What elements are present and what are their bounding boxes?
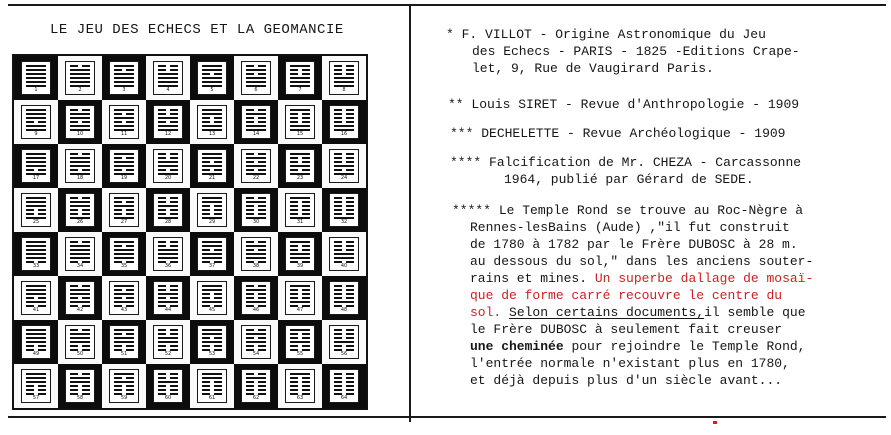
board-square	[14, 276, 58, 320]
board-square	[146, 232, 190, 276]
hexagram-icon	[246, 109, 266, 133]
hexagram-number: 23	[296, 175, 304, 181]
hexagram-icon	[26, 285, 46, 309]
column-divider	[409, 4, 411, 422]
hexagram-number: 57	[32, 395, 40, 401]
board-square	[278, 56, 322, 100]
hexagram-icon	[202, 109, 222, 133]
board-square	[190, 276, 234, 320]
hexagram-card	[109, 325, 139, 359]
hexagram-number: 34	[76, 263, 84, 269]
board-square	[322, 232, 366, 276]
hexagram-number: 48	[340, 307, 348, 313]
top-rule	[8, 4, 886, 6]
ref-text: Falcification de Mr. CHEZA - Carcassonne	[489, 155, 802, 170]
hexagram-number: 16	[340, 131, 348, 137]
ref-marker: **	[448, 97, 464, 112]
board-square	[190, 364, 234, 408]
hexagram-icon	[114, 241, 134, 265]
hexagram-card	[329, 369, 359, 403]
highlighted-text: que de forme carré recouvre le centre du	[470, 288, 783, 303]
hexagram-icon	[246, 373, 266, 397]
hexagram-number: 10	[76, 131, 84, 137]
hexagram-number: 26	[76, 219, 84, 225]
hexagram-icon	[158, 329, 178, 353]
hexagram-card	[285, 325, 315, 359]
hexagram-number: 39	[296, 263, 304, 269]
hexagram-card	[109, 281, 139, 315]
hexagram-number: 50	[76, 351, 84, 357]
ref-text: 1964, publié par Gérard de SEDE.	[504, 172, 754, 187]
hexagram-number: 38	[252, 263, 260, 269]
hexagram-icon	[246, 197, 266, 221]
highlighted-text: sol.	[470, 305, 502, 320]
hexagram-icon	[290, 373, 310, 397]
hexagram-number: 7	[298, 87, 302, 93]
hexagram-icon	[290, 65, 310, 89]
board-square	[278, 188, 322, 232]
hexagram-icon	[158, 373, 178, 397]
hexagram-icon	[334, 285, 354, 309]
hexagram-card	[285, 149, 315, 183]
board-square	[58, 364, 102, 408]
hexagram-icon	[114, 285, 134, 309]
hexagram-card	[65, 61, 95, 95]
board-square	[234, 144, 278, 188]
hexagram-number: 35	[120, 263, 128, 269]
hexagram-card	[109, 193, 139, 227]
hexagram-card	[21, 61, 51, 95]
hexagram-card	[241, 61, 271, 95]
ref-text: F. VILLOT - Origine Astronomique du Jeu	[461, 27, 766, 42]
hexagram-icon	[202, 65, 222, 89]
hexagram-icon	[114, 109, 134, 133]
hexagram-icon	[70, 197, 90, 221]
board-square	[14, 364, 58, 408]
hexagram-icon	[70, 65, 90, 89]
hexagram-card	[109, 61, 139, 95]
hexagram-card	[153, 193, 183, 227]
ref-text: let, 9, Rue de Vaugirard Paris.	[472, 61, 714, 76]
hexagram-number: 42	[76, 307, 84, 313]
hexagram-icon	[246, 329, 266, 353]
board-square	[234, 232, 278, 276]
board-square	[322, 276, 366, 320]
hexagram-icon	[26, 373, 46, 397]
hexagram-icon	[158, 109, 178, 133]
hexagram-icon	[70, 285, 90, 309]
ref-text: le Frère DUBOSC à seulement fait creuser	[470, 322, 783, 337]
hexagram-number: 5	[210, 87, 214, 93]
hexagram-card	[197, 369, 227, 403]
hexagram-icon	[290, 197, 310, 221]
reference-5	[452, 202, 813, 389]
hexagram-icon	[70, 373, 90, 397]
hexagram-number: 41	[32, 307, 40, 313]
hexagram-number: 63	[296, 395, 304, 401]
hexagram-card	[285, 105, 315, 139]
hexagram-icon	[158, 241, 178, 265]
ref-text: Le Temple Rond se trouve au Roc-Nègre à	[498, 203, 804, 218]
hexagram-icon	[202, 241, 222, 265]
ref-text: de 1780 à 1782 par le Frère DUBOSC à 28 m.	[470, 237, 798, 252]
ref-text: rains et mines.	[470, 271, 588, 286]
board-square	[190, 56, 234, 100]
ref-text: Rennes-lesBains (Aude) ,"il fut construit	[470, 220, 790, 235]
hexagram-icon	[158, 65, 178, 89]
hexagram-number: 47	[296, 307, 304, 313]
hexagram-number: 11	[120, 131, 128, 137]
hexagram-card	[241, 105, 271, 139]
board-square	[102, 276, 146, 320]
hexagram-number: 30	[252, 219, 260, 225]
hexagram-number: 4	[166, 87, 170, 93]
hexagram-icon	[114, 197, 134, 221]
board-square	[146, 188, 190, 232]
board-square	[234, 320, 278, 364]
ref-marker: *****	[452, 203, 492, 218]
hexagram-number: 2	[78, 87, 82, 93]
hexagram-card	[329, 149, 359, 183]
board-square	[14, 144, 58, 188]
hexagram-number: 36	[164, 263, 172, 269]
hexagram-number: 49	[32, 351, 40, 357]
hexagram-card	[197, 149, 227, 183]
board-square	[234, 56, 278, 100]
hexagram-chessboard	[12, 54, 368, 410]
hexagram-icon	[334, 65, 354, 89]
board-square	[146, 364, 190, 408]
hexagram-card	[21, 237, 51, 271]
reference-4	[450, 154, 801, 188]
hexagram-card	[197, 237, 227, 271]
hexagram-icon	[334, 197, 354, 221]
hexagram-icon	[290, 285, 310, 309]
hexagram-number: 25	[32, 219, 40, 225]
reference-1	[446, 26, 800, 77]
hexagram-card	[153, 369, 183, 403]
hexagram-number: 1	[34, 87, 38, 93]
hexagram-card	[241, 237, 271, 271]
board-square	[102, 56, 146, 100]
hexagram-number: 15	[296, 131, 304, 137]
hexagram-card	[153, 149, 183, 183]
ref-text: pour rejoindre le Temple Rond,	[571, 339, 806, 354]
board-square	[234, 188, 278, 232]
ref-text: des Echecs - PARIS - 1825 -Editions Crape-	[472, 44, 800, 59]
hexagram-card	[65, 105, 95, 139]
bold-text: une cheminée	[470, 339, 564, 354]
hexagram-card	[197, 105, 227, 139]
hexagram-number: 9	[34, 131, 38, 137]
hexagram-number: 64	[340, 395, 348, 401]
hexagram-number: 22	[252, 175, 260, 181]
hexagram-icon	[334, 109, 354, 133]
board-square	[278, 100, 322, 144]
hexagram-card	[285, 237, 315, 271]
hexagram-number: 27	[120, 219, 128, 225]
board-square	[102, 188, 146, 232]
hexagram-card	[285, 281, 315, 315]
hexagram-number: 51	[120, 351, 128, 357]
hexagram-card	[329, 193, 359, 227]
hexagram-card	[329, 325, 359, 359]
bottom-rule	[8, 416, 886, 418]
board-square	[322, 188, 366, 232]
hexagram-card	[21, 193, 51, 227]
hexagram-number: 45	[208, 307, 216, 313]
hexagram-card	[65, 149, 95, 183]
board-square	[234, 100, 278, 144]
board-square	[190, 188, 234, 232]
reference-2	[448, 96, 799, 113]
hexagram-number: 44	[164, 307, 172, 313]
hexagram-icon	[114, 329, 134, 353]
hexagram-number: 6	[254, 87, 258, 93]
hexagram-card	[197, 193, 227, 227]
hexagram-number: 61	[208, 395, 216, 401]
board-square	[102, 232, 146, 276]
hexagram-number: 46	[252, 307, 260, 313]
hexagram-number: 18	[76, 175, 84, 181]
hexagram-card	[65, 281, 95, 315]
board-square	[234, 276, 278, 320]
reference-3	[450, 125, 785, 142]
ref-text: et déjà depuis plus d'un siècle avant...	[470, 373, 783, 388]
hexagram-card	[329, 61, 359, 95]
hexagram-card	[197, 325, 227, 359]
hexagram-card	[65, 369, 95, 403]
board-square	[102, 144, 146, 188]
board-square	[278, 144, 322, 188]
hexagram-number: 14	[252, 131, 260, 137]
hexagram-card	[285, 369, 315, 403]
hexagram-card	[197, 281, 227, 315]
hexagram-icon	[246, 285, 266, 309]
hexagram-card	[65, 325, 95, 359]
hexagram-card	[109, 105, 139, 139]
hexagram-icon	[246, 153, 266, 177]
hexagram-icon	[202, 153, 222, 177]
hexagram-icon	[70, 109, 90, 133]
page-title: LE JEU DES ECHECS ET LA GEOMANCIE	[50, 22, 344, 38]
board-square	[146, 56, 190, 100]
hexagram-number: 19	[120, 175, 128, 181]
hexagram-card	[241, 149, 271, 183]
ref-text: au dessous du sol," dans les anciens souter-	[470, 254, 814, 269]
hexagram-number: 60	[164, 395, 172, 401]
hexagram-card	[109, 369, 139, 403]
hexagram-card	[329, 281, 359, 315]
hexagram-number: 62	[252, 395, 260, 401]
hexagram-number: 53	[208, 351, 216, 357]
hexagram-number: 43	[120, 307, 128, 313]
board-square	[278, 320, 322, 364]
board-square	[322, 100, 366, 144]
ref-text: DECHELETTE - Revue Archéologique - 1909	[481, 126, 786, 141]
board-square	[58, 56, 102, 100]
board-square	[190, 100, 234, 144]
board-square	[14, 232, 58, 276]
hexagram-icon	[114, 373, 134, 397]
hexagram-icon	[202, 373, 222, 397]
hexagram-number: 24	[340, 175, 348, 181]
hexagram-icon	[202, 197, 222, 221]
hexagram-number: 13	[208, 131, 216, 137]
hexagram-card	[65, 193, 95, 227]
hexagram-icon	[290, 153, 310, 177]
hexagram-number: 12	[164, 131, 172, 137]
hexagram-card	[109, 149, 139, 183]
hexagram-card	[285, 193, 315, 227]
hexagram-icon	[26, 329, 46, 353]
hexagram-number: 28	[164, 219, 172, 225]
hexagram-icon	[334, 329, 354, 353]
red-mark	[713, 421, 717, 424]
hexagram-number: 56	[340, 351, 348, 357]
board-square	[322, 56, 366, 100]
hexagram-icon	[70, 153, 90, 177]
hexagram-card	[21, 325, 51, 359]
hexagram-number: 37	[208, 263, 216, 269]
hexagram-card	[241, 325, 271, 359]
hexagram-icon	[26, 109, 46, 133]
hexagram-icon	[202, 329, 222, 353]
hexagram-card	[21, 105, 51, 139]
board-square	[322, 320, 366, 364]
board-square	[234, 364, 278, 408]
hexagram-icon	[246, 241, 266, 265]
board-square	[146, 144, 190, 188]
hexagram-icon	[290, 109, 310, 133]
board-square	[146, 100, 190, 144]
ref-text: il semble que	[704, 305, 806, 320]
hexagram-icon	[26, 153, 46, 177]
board-square	[14, 56, 58, 100]
board-square	[146, 276, 190, 320]
hexagram-card	[241, 281, 271, 315]
hexagram-icon	[26, 241, 46, 265]
board-square	[14, 320, 58, 364]
hexagram-icon	[158, 197, 178, 221]
board-square	[278, 364, 322, 408]
hexagram-card	[285, 61, 315, 95]
hexagram-number: 17	[32, 175, 40, 181]
hexagram-card	[65, 237, 95, 271]
board-square	[14, 100, 58, 144]
hexagram-icon	[114, 153, 134, 177]
board-square	[278, 276, 322, 320]
hexagram-number: 31	[296, 219, 304, 225]
board-square	[58, 232, 102, 276]
hexagram-icon	[114, 65, 134, 89]
hexagram-number: 40	[340, 263, 348, 269]
hexagram-card	[241, 369, 271, 403]
hexagram-number: 59	[120, 395, 128, 401]
hexagram-card	[153, 325, 183, 359]
board-square	[102, 320, 146, 364]
hexagram-number: 29	[208, 219, 216, 225]
board-square	[14, 188, 58, 232]
hexagram-icon	[70, 329, 90, 353]
hexagram-icon	[26, 197, 46, 221]
hexagram-card	[21, 369, 51, 403]
underlined-text: Selon certains documents,	[509, 305, 705, 320]
hexagram-number: 58	[76, 395, 84, 401]
hexagram-icon	[334, 241, 354, 265]
hexagram-number: 33	[32, 263, 40, 269]
hexagram-number: 3	[122, 87, 126, 93]
hexagram-icon	[334, 373, 354, 397]
board-square	[102, 364, 146, 408]
board-square	[58, 188, 102, 232]
hexagram-icon	[26, 65, 46, 89]
hexagram-icon	[290, 241, 310, 265]
hexagram-icon	[202, 285, 222, 309]
hexagram-card	[153, 237, 183, 271]
hexagram-card	[109, 237, 139, 271]
hexagram-number: 54	[252, 351, 260, 357]
hexagram-number: 55	[296, 351, 304, 357]
board-square	[102, 100, 146, 144]
ref-text: l'entrée normale n'existant plus en 1780,	[470, 356, 790, 371]
hexagram-number: 20	[164, 175, 172, 181]
hexagram-number: 21	[208, 175, 216, 181]
hexagram-card	[329, 237, 359, 271]
ref-marker: ***	[450, 126, 474, 141]
board-square	[58, 276, 102, 320]
highlighted-text: Un superbe dallage de mosaï-	[594, 271, 814, 286]
hexagram-card	[241, 193, 271, 227]
hexagram-icon	[158, 153, 178, 177]
ref-marker: *	[446, 27, 454, 42]
hexagram-icon	[70, 241, 90, 265]
board-square	[146, 320, 190, 364]
board-square	[278, 232, 322, 276]
hexagram-card	[21, 149, 51, 183]
board-square	[322, 144, 366, 188]
board-square	[58, 320, 102, 364]
hexagram-icon	[158, 285, 178, 309]
hexagram-icon	[246, 65, 266, 89]
board-square	[58, 100, 102, 144]
hexagram-icon	[290, 329, 310, 353]
hexagram-number: 8	[342, 87, 346, 93]
hexagram-card	[153, 61, 183, 95]
hexagram-number: 52	[164, 351, 172, 357]
hexagram-icon	[334, 153, 354, 177]
board-square	[322, 364, 366, 408]
hexagram-card	[21, 281, 51, 315]
hexagram-card	[197, 61, 227, 95]
ref-text: Louis SIRET - Revue d'Anthropologie - 1909	[471, 97, 800, 112]
board-square	[58, 144, 102, 188]
hexagram-card	[329, 105, 359, 139]
board-square	[190, 320, 234, 364]
board-square	[190, 144, 234, 188]
hexagram-number: 32	[340, 219, 348, 225]
ref-marker: ****	[450, 155, 482, 170]
hexagram-card	[153, 281, 183, 315]
hexagram-card	[153, 105, 183, 139]
board-square	[190, 232, 234, 276]
